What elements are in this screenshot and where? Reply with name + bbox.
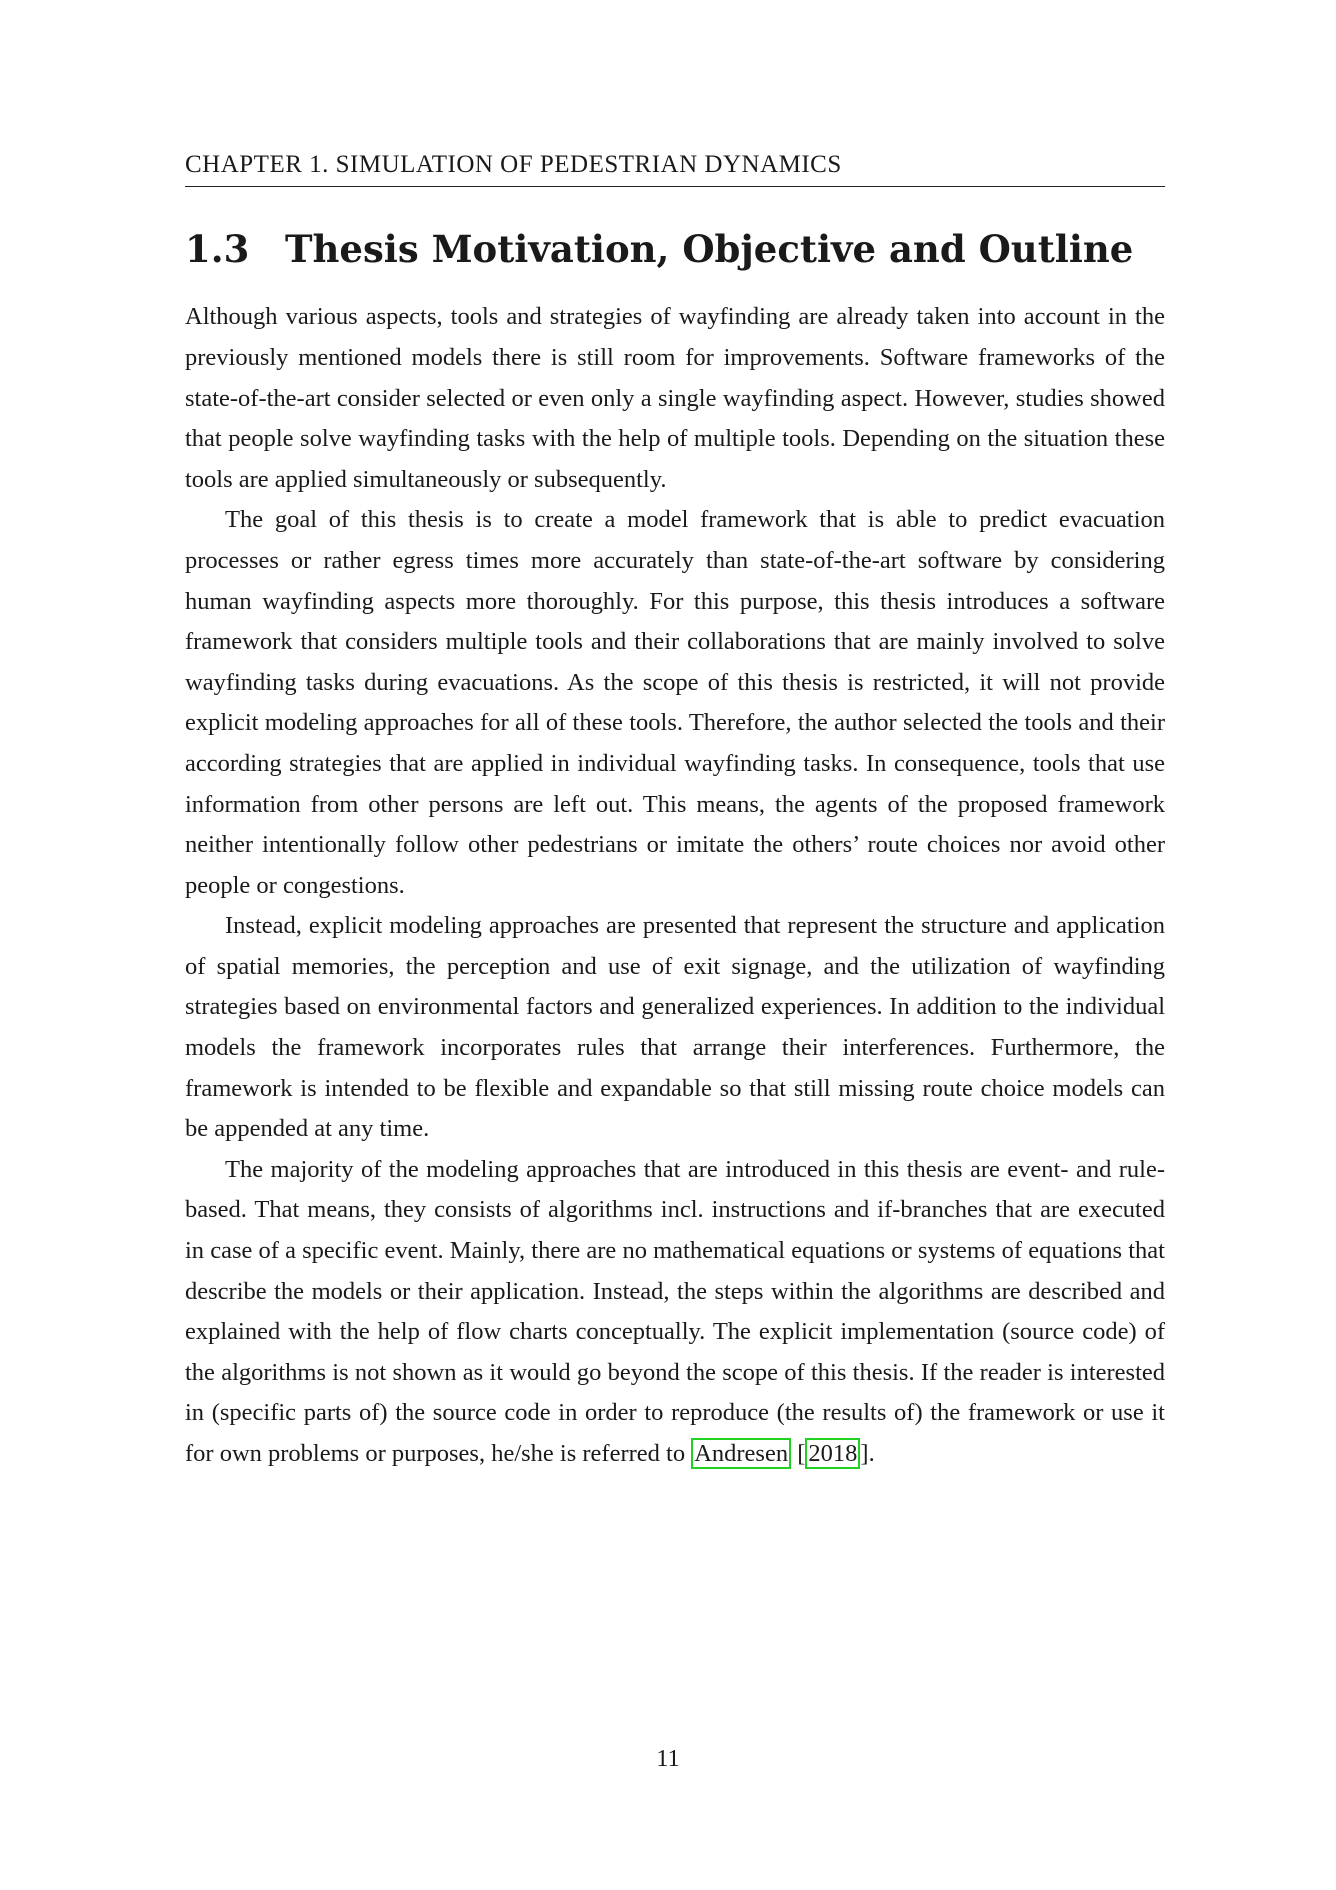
page-content — [185, 150, 1165, 1475]
paragraph-text: The majority of the modeling approaches that are introduced in this thesis are event- and rule-based. That means, they consists of algorithms incl. instructions and if-branches that are executed in case of a specific event. Mainly, there are no mathematical equations or systems of equations that describe the models or their application. Instead, the steps within the algorithms are described and explained with the help of flow charts conceptually. The explicit implementation (source code) of the algorithms is not shown as it would go beyond the scope of this thesis. If the reader is interested in (specific parts of) the source code in order to reproduce (the results of) the framework or use it for own problems or purposes, he/she is referred to — [185, 1155, 1165, 1468]
paragraph: The goal of this thesis is to create a model framework that is able to predict evacuation processes or rather egress times more accurately than state-of-the-art software by considering human wayfinding aspects more thoroughly. For this purpose, this thesis introduces a software framework that considers multiple tools and their collaborations that are mainly involved to solve wayfinding tasks during evacuations. As the scope of this thesis is restricted, it will not provide explicit modeling approaches for all of these tools. Therefore, the author selected the tools and their according strategies that are applied in individual wayfinding tasks. In consequence, tools that use information from other persons are left out. This means, the agents of the proposed framework neither intentionally follow other pedestrians or imitate the others’ route choices nor avoid other people or congestions. — [185, 506, 1165, 899]
paragraph: Instead, explicit modeling approaches are presented that represent the structure and application of spatial memories, the perception and use of exit signage, and the utilization of wayfinding strategies based on environmental factors and generalized experiences. In addition to the individual models the framework incorporates rules that arrange their interferences. Furthermore, the framework is intended to be flexible and expandable so that still missing route choice models can be appended at any time. — [185, 912, 1165, 1143]
paragraph-end: . — [868, 1440, 875, 1468]
citation-close-bracket: ] — [860, 1440, 869, 1468]
section-title: Thesis Motivation, Objective and Outline — [285, 227, 1134, 271]
citation-year-link[interactable]: 2018 — [805, 1438, 860, 1469]
section-heading — [185, 227, 1165, 271]
page-number: 11 — [656, 1745, 680, 1772]
citation-author-link[interactable]: Andresen — [691, 1438, 791, 1469]
citation-open-bracket: [ — [797, 1440, 806, 1468]
running-header: CHAPTER 1. SIMULATION OF PEDESTRIAN DYNAMICS — [185, 150, 1165, 187]
section-number: 1.3 — [185, 227, 250, 271]
paragraph — [185, 1150, 1165, 1475]
body-text — [185, 297, 1165, 1474]
paragraph: Although various aspects, tools and strategies of wayfinding are already taken into account in the previously mentioned models there is still room for improvements. Software frameworks of the state-of-the-art consider selected or even only a single wayfinding aspect. However, studies showed that people solve wayfinding tasks with the help of multiple tools. Depending on the situation these tools are applied simultaneously or subsequently. — [185, 303, 1165, 493]
